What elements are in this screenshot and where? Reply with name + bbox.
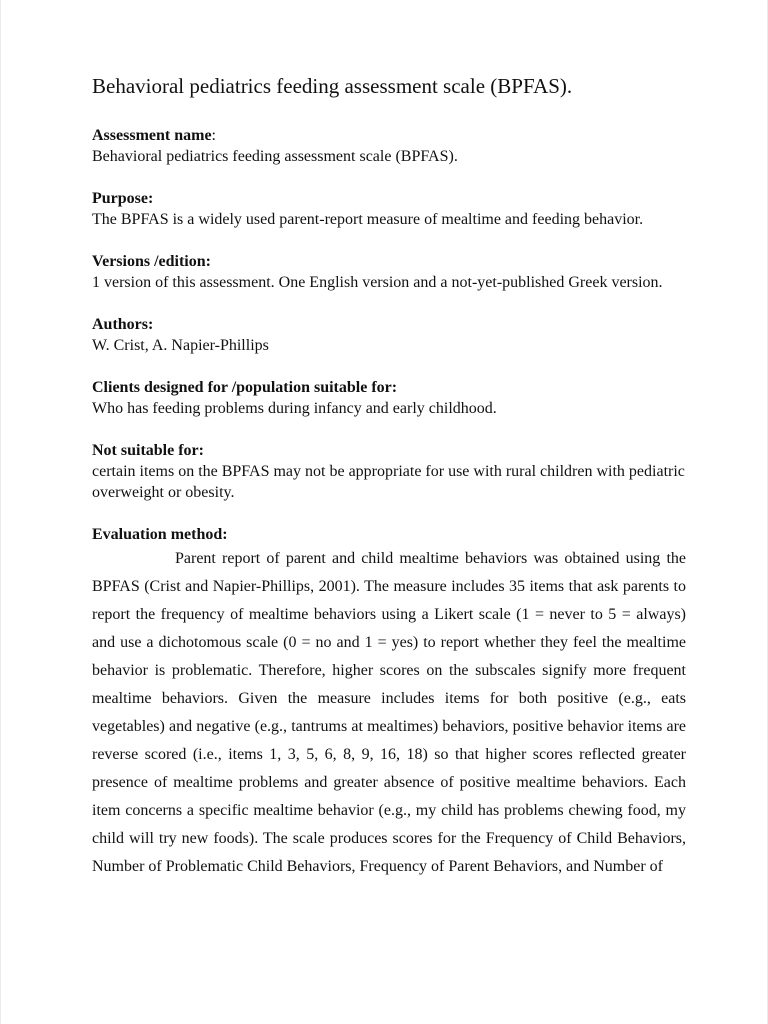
document-page: [1, 0, 767, 1024]
clients-text: Who has feeding problems during infancy and early childhood.: [92, 400, 497, 417]
not-suitable-text: certain items on the BPFAS may not be appropriate for use with rural children with pediatric overweight or obesity.: [92, 463, 685, 501]
document-content: [92, 72, 686, 881]
section-assessment-name: [92, 125, 686, 167]
assessment-name-label: Assessment name: [92, 127, 212, 144]
section-clients: [92, 377, 686, 419]
section-not-suitable: [92, 440, 686, 503]
authors-label: Authors:: [92, 316, 154, 333]
purpose-text: The BPFAS is a widely used parent-report measure of mealtime and feeding behavior.: [92, 211, 644, 228]
evaluation-label: Evaluation method:: [92, 526, 228, 543]
evaluation-text: Parent report of parent and child mealtime behaviors was obtained using the BPFAS (Crist and Napier-Phillips, 2001). The measure includes 35 items that ask parents to report the frequency of mealtime behaviors using a Likert scale (1 = never to 5 = always) and use a dichotomous scale (0 = no and 1 = yes) to report whether they feel the mealtime behavior is problematic. Therefore, higher scores on the subscales signify more frequent mealtime behaviors. Given the measure includes items for both positive (e.g., eats vegetables) and negative (e.g., tantrums at mealtimes) behaviors, positive behavior items are reverse scored (i.e., items 1, 3, 5, 6, 8, 9, 16, 18) so that higher scores reflected greater presence of mealtime problems and greater absence of positive mealtime behaviors. Each item concerns a specific mealtime behavior (e.g., my child has problems chewing food, my child will try new foods). The scale produces scores for the Frequency of Child Behaviors, Number of Problematic Child Behaviors, Frequency of Parent Behaviors, and Number of: [92, 550, 686, 875]
authors-text: W. Crist, A. Napier-Phillips: [92, 337, 269, 354]
purpose-label: Purpose:: [92, 190, 154, 207]
clients-label: Clients designed for /population suitable for:: [92, 379, 398, 396]
document-title: Behavioral pediatrics feeding assessment scale (BPFAS).: [92, 74, 573, 98]
assessment-name-colon: :: [211, 127, 216, 144]
versions-label: Versions /edition:: [92, 253, 211, 270]
section-purpose: [92, 188, 686, 230]
section-evaluation: [92, 524, 686, 881]
versions-text: 1 version of this assessment. One English version and a not-yet-published Greek version.: [92, 274, 663, 291]
section-versions: [92, 251, 686, 293]
section-authors: [92, 314, 686, 356]
section-label: [92, 125, 686, 146]
not-suitable-label: Not suitable for:: [92, 442, 204, 459]
assessment-name-text: Behavioral pediatrics feeding assessment scale (BPFAS).: [92, 148, 458, 165]
